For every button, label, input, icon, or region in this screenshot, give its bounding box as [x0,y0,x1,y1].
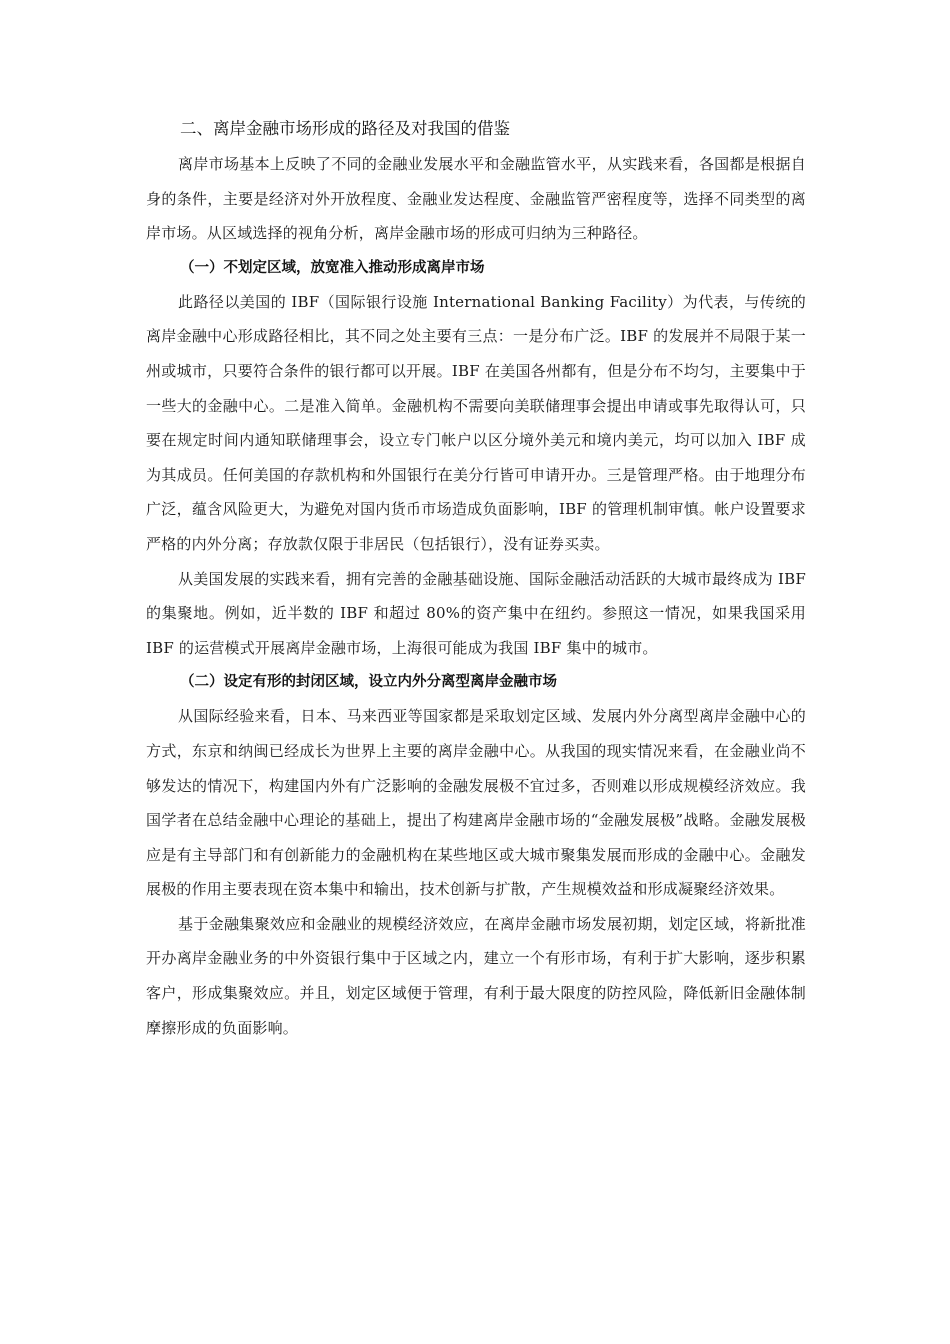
subsection-2-heading: （二）设定有形的封闭区域，设立内外分离型离岸金融市场 [180,674,557,691]
intro-paragraph: 离岸市场基本上反映了不同的金融业发展水平和金融监管水平，从实践来看，各国都是根据自身的条件，主要是经济对外开放程度、金融业发达程度、金融监管严密程度等，选择不同类型的离岸市场。从区域选择的视角分析，离岸金融市场的形成可归纳为三种路径。 [146,155,806,243]
subsection-2-paragraph-2: 基于金融集聚效应和金融业的规模经济效应，在离岸金融市场发展初期，划定区域，将新批准开办离岸金融业务的中外资银行集中于区域之内，建立一个有形市场，有利于扩大影响，逐步积累客户，形成集聚效应。并且，划定区域便于管理，有利于最大限度的防控风险，降低新旧金融体制摩擦形成的负面影响。 [146,914,806,1037]
subsection-2-paragraph-1: 从国际经验来看，日本、马来西亚等国家都是采取划定区域、发展内外分离型离岸金融中心的方式，东京和纳闽已经成长为世界上主要的离岸金融中心。从我国的现实情况来看，在金融业尚不够发达的情况下，构建国内外有广泛影响的金融发展极不宜过多，否则难以形成规模经济效应。我国学者在总结金融中心理论的基础上，提出了构建离岸金融市场的“金融发展极”战略。金融发展极应是有主导部门和有创新能力的金融机构在某些地区或大城市聚集发展而形成的金融中心。金融发展极的作用主要表现在资本集中和输出，技术创新与扩散，产生规模效益和形成凝聚经济效果。 [146,707,806,899]
subsection-1-paragraph-2: 从美国发展的实践来看，拥有完善的金融基础设施、国际金融活动活跃的大城市最终成为 IBF 的集聚地。例如，近半数的 IBF 和超过 80%的资产集中在纽约。参照这一情况，如果我国采用 IBF 的运营模式开展离岸金融市场，上海很可能成为我国 IBF 集中的城市。 [146,569,806,657]
section-heading: 二、离岸金融市场形成的路径及对我国的借鉴 [180,119,510,138]
subsection-1-paragraph-1: 此路径以美国的 IBF（国际银行设施 International Banking Facility）为代表，与传统的离岸金融中心形成路径相比，其不同之处主要有三点：一是分布广泛。IBF 的发展并不局限于某一州或城市，只要符合条件的银行都可以开展。IBF 在美国各州都有，但是分布不均匀，主要集中于一些大的金融中心。二是准入简单。金融机构不需要向美联储理事会提出申请或事先取得认可，只要在规定时间内通知联储理事会，设立专门帐户以区分境外美元和境内美元，均可以加入 IBF 成为其成员。任何美国的存款机构和外国银行在美分行皆可申请开办。三是管理严格。由于地理分布广泛，蕴含风险更大，为避免对国内货币市场造成负面影响，IBF 的管理机制审慎。帐户设置要求严格的内外分离；存放款仅限于非居民（包括银行），没有证券买卖。 [146,292,806,553]
document-body [146,114,806,1045]
subsection-1-heading: （一）不划定区域，放宽准入推动形成离岸市场 [180,259,485,276]
